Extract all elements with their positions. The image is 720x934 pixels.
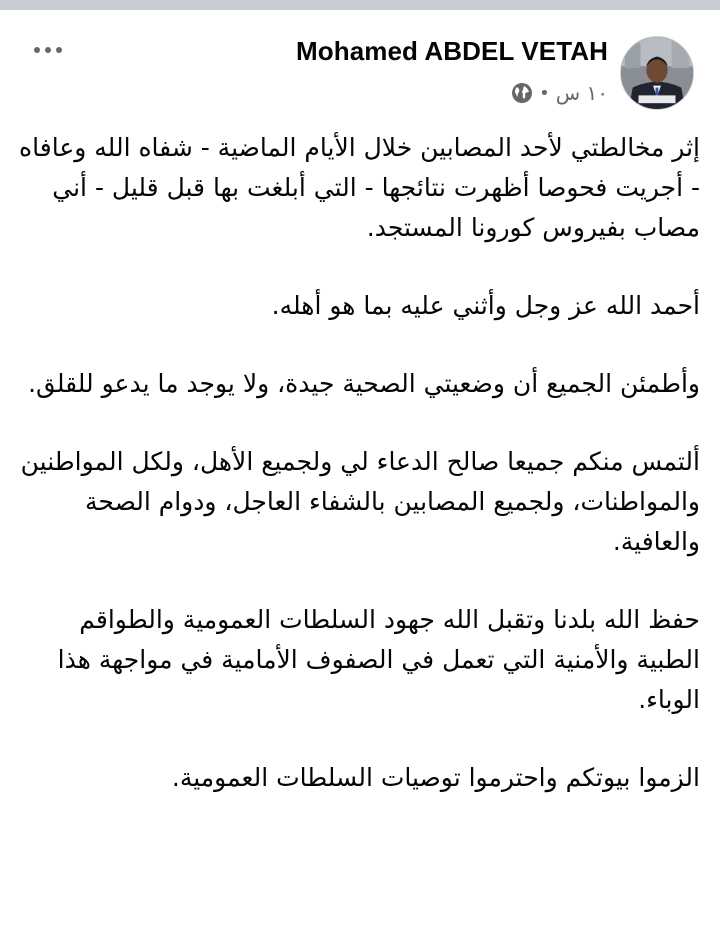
- top-divider-strip: [0, 0, 720, 10]
- post-paragraph: إثر مخالطتي لأحد المصابين خلال الأيام الماضية - شفاه الله وعافاه - أجريت فحوصا أظهرت نتائجها - التي أبلغت بها قبل قليل - أني مصاب بفيروس كورونا المستجد.: [19, 133, 700, 242]
- meta-separator: •: [539, 82, 550, 104]
- post-body: [16, 128, 700, 798]
- post-paragraph: أحمد الله عز وجل وأثني عليه بما هو أهله.: [271, 291, 700, 320]
- author-name[interactable]: Mohamed ABDEL VETAH: [296, 36, 608, 66]
- post-meta: [511, 78, 608, 108]
- more-dot: [56, 47, 62, 53]
- author-avatar[interactable]: [620, 36, 694, 110]
- post-paragraph: الزموا بيوتكم واحترموا توصيات السلطات العمومية.: [171, 763, 700, 792]
- post-paragraph: حفظ الله بلدنا وتقبل الله جهود السلطات العمومية والطواقم الطبية والأمنية التي تعمل في الصفوف الأمامية في مواجهة هذا الوباء.: [57, 605, 700, 714]
- more-dot: [34, 47, 40, 53]
- post-timestamp[interactable]: ١٠ س: [555, 81, 608, 105]
- more-options-icon[interactable]: [26, 40, 70, 60]
- globe-icon[interactable]: [511, 82, 533, 104]
- post-paragraph: ألتمس منكم جميعا صالح الدعاء لي ولجميع الأهل، ولكل المواطنين والمواطنات، ولجميع المصابين بالشفاء العاجل، ودوام الصحة والعافية.: [20, 447, 700, 556]
- avatar-photo: [621, 37, 693, 109]
- post-paragraph: وأطمئن الجميع أن وضعيتي الصحية جيدة، ولا يوجد ما يدعو للقلق.: [28, 369, 700, 398]
- more-dot: [45, 47, 51, 53]
- post-header: [0, 22, 720, 112]
